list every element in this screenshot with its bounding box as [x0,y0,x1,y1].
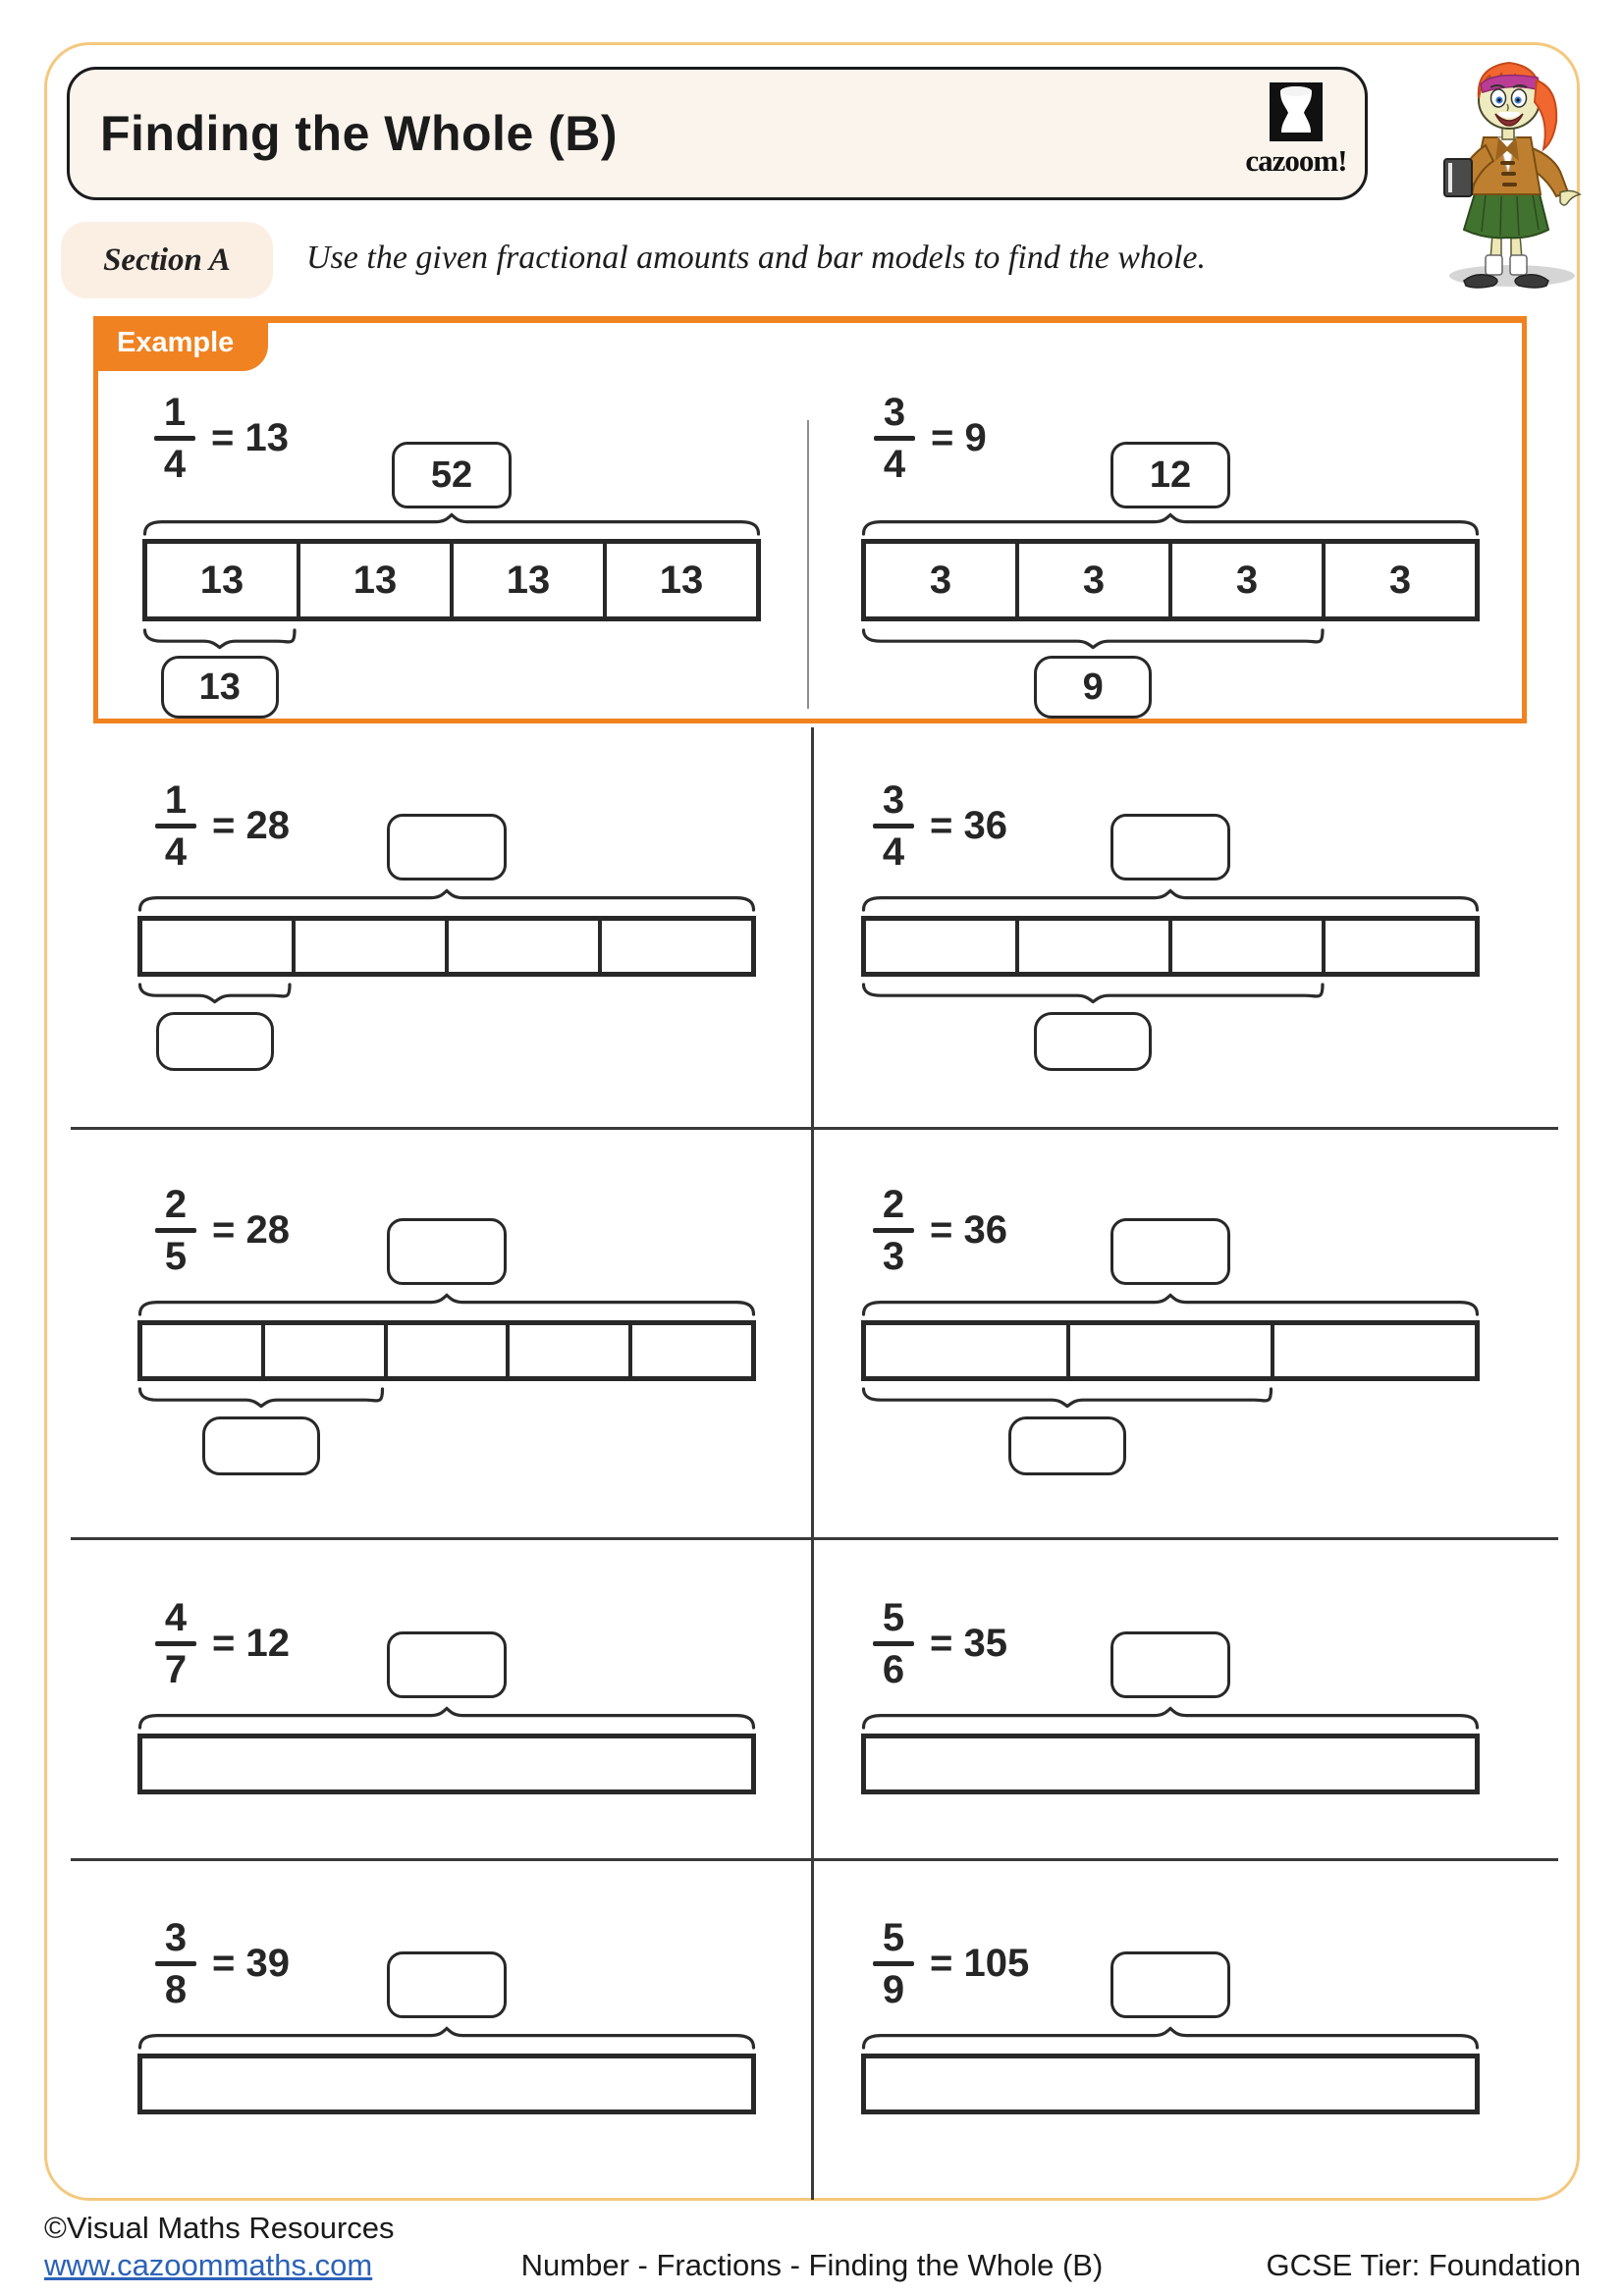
bar-model [137,2054,756,2114]
fraction-bar [874,436,915,441]
part-box: 9 [1034,656,1152,719]
equation-value: = 36 [930,803,1007,847]
bar-model-problem [74,1861,812,2011]
bar-model [861,1320,1480,1381]
equation-value: = 12 [212,1621,290,1665]
fraction-numerator: 1 [163,391,187,434]
fraction-equation [154,393,289,484]
fraction-equation [155,1918,290,2009]
equation-value: = 105 [930,1941,1030,1985]
bar-cell: 3 [1172,544,1326,616]
fraction-equation [874,393,987,484]
bar-model [142,539,761,621]
bar-model-problem [74,1541,812,1691]
bar-model-problem [74,723,812,874]
total-box [387,1218,507,1285]
equation-value: = 13 [211,415,289,459]
total-box [1110,814,1230,881]
footer-url-link[interactable]: www.cazoommaths.com [44,2248,373,2282]
bar-cell [142,1325,265,1376]
fraction-denominator: 7 [164,1647,188,1691]
footer-tier-text: GCSE Tier: Foundation [1266,2248,1581,2282]
fraction-numerator: 3 [882,778,905,822]
total-box [1110,1951,1230,2018]
bar-model [137,1320,756,1381]
bar-model [861,539,1480,621]
total-box [387,1631,507,1698]
fraction-equation [155,1185,290,1276]
bar-cell [1172,921,1326,972]
fraction-numerator: 3 [164,1916,188,1959]
fraction [155,1598,196,1689]
section-label: Section A [61,222,273,298]
bar-cell: 3 [1019,544,1172,616]
bar-cell [866,1325,1070,1376]
fraction-numerator: 1 [164,778,188,822]
fraction-denominator: 9 [882,1967,905,2011]
example-divider [807,420,809,709]
bar-model-problem [812,1128,1550,1278]
bar-cell: 3 [866,544,1019,616]
part-box [156,1012,274,1071]
example-tab: Example [93,316,268,371]
equation-value: = 9 [931,415,987,459]
fraction-equation [873,780,1007,872]
bar-cell [1326,921,1475,972]
bar-model-problem [812,1541,1550,1691]
fraction-numerator: 5 [882,1916,905,1959]
logo-wordmark: cazoom! [1245,143,1347,178]
bottom-brace [861,1387,1273,1409]
fraction-denominator: 3 [882,1234,905,1278]
cazoom-logo [1227,82,1365,192]
bar-model [861,916,1480,977]
bar-cell [142,1738,751,1789]
fraction-bar [155,1641,196,1646]
fraction-denominator: 5 [164,1234,188,1278]
bar-cell: 13 [147,544,300,616]
fraction-equation [873,1185,1007,1276]
fraction-numerator: 5 [882,1596,905,1639]
bar-model [861,1734,1480,1794]
bar-cell [142,921,296,972]
bar-cell: 13 [659,558,704,602]
top-brace [137,1706,756,1730]
fraction [155,780,196,872]
fraction-equation [155,1598,290,1689]
fraction-denominator: 8 [164,1967,188,2011]
bar-cell [1070,1325,1274,1376]
fraction-bar [155,1961,196,1966]
part-box: 13 [161,656,279,719]
bar-model [861,2054,1480,2114]
equation-value: = 28 [212,1207,290,1252]
top-brace [137,1293,756,1316]
bar-cell [632,1325,751,1376]
top-brace [137,2026,756,2050]
bar-cell [866,1738,1475,1789]
footer-copyright: ©Visual Maths Resources [44,2211,395,2245]
fraction-bar [873,1961,914,1966]
grid-vertical-divider [811,727,814,2200]
fraction-equation [873,1918,1029,2009]
equation-value: = 36 [930,1207,1007,1252]
fraction [155,1185,196,1276]
top-brace [142,512,761,536]
fraction-denominator: 4 [164,829,188,874]
bar-cell: 3 [1388,558,1412,602]
bar-cell: 13 [300,544,454,616]
total-box: 52 [392,442,512,508]
fraction-bar [873,824,914,828]
top-brace [861,512,1480,536]
fraction-denominator: 6 [882,1647,905,1691]
total-box [1110,1631,1230,1698]
bar-cell [449,921,602,972]
fraction-denominator: 4 [882,829,905,874]
total-box [1110,1218,1230,1285]
fraction-bar [155,824,196,828]
section-instruction: Use the given fractional amounts and bar models to find the whole. [306,240,1207,276]
page-title: Finding the Whole (B) [100,106,619,161]
bottom-brace [861,628,1326,650]
fraction-bar [873,1641,914,1646]
fraction-equation [873,1598,1007,1689]
mascot-girl-icon [1399,47,1620,293]
fraction-numerator: 4 [164,1596,188,1639]
equation-value: = 28 [212,803,290,847]
top-brace [861,1706,1480,1730]
bar-model-problem [812,1861,1550,2011]
bar-model [137,916,756,977]
top-brace [861,1293,1480,1316]
fraction [873,1598,914,1689]
bar-cell [510,1325,632,1376]
bar-cell [142,2058,751,2109]
fraction-numerator: 2 [164,1183,188,1226]
fraction [155,1918,196,2009]
bar-cell [1274,1325,1475,1376]
part-box [1008,1416,1126,1475]
total-box [387,1951,507,2018]
top-brace [861,2026,1480,2050]
equation-value: = 35 [930,1621,1007,1665]
bottom-brace [137,1387,385,1409]
bottom-brace [142,628,298,650]
bar-cell: 13 [454,544,607,616]
fraction-denominator: 4 [883,442,906,486]
bar-model-problem [812,723,1550,874]
fraction-numerator: 3 [883,391,906,434]
fraction-bar [873,1228,914,1233]
fraction-bar [154,436,195,441]
bar-cell [602,921,751,972]
drum-icon [1270,82,1323,141]
fraction [873,780,914,872]
bar-cell [866,2058,1475,2109]
fraction-numerator: 2 [882,1183,905,1226]
bottom-brace [861,983,1326,1004]
fraction [874,393,915,484]
grid-divider-2 [71,1537,1558,1540]
total-box: 12 [1110,442,1230,508]
bar-model-problem [807,316,1527,708]
bar-model-problem [74,1128,812,1278]
bar-model [137,1734,756,1794]
part-box [202,1416,320,1475]
bar-cell [1019,921,1172,972]
bar-cell [265,1325,388,1376]
fraction [873,1185,914,1276]
top-brace [137,888,756,912]
fraction [873,1918,914,2009]
part-box [1034,1012,1152,1071]
equation-value: = 39 [212,1941,290,1985]
fraction-bar [155,1228,196,1233]
bar-cell [866,921,1019,972]
fraction-equation [155,780,290,872]
fraction [154,393,195,484]
bar-cell [388,1325,511,1376]
footer-center-text: Number - Fractions - Finding the Whole (B) [520,2248,1104,2282]
bottom-brace [137,983,293,1004]
bar-cell [296,921,449,972]
top-brace [861,888,1480,912]
total-box [387,814,507,881]
fraction-denominator: 4 [163,442,187,486]
